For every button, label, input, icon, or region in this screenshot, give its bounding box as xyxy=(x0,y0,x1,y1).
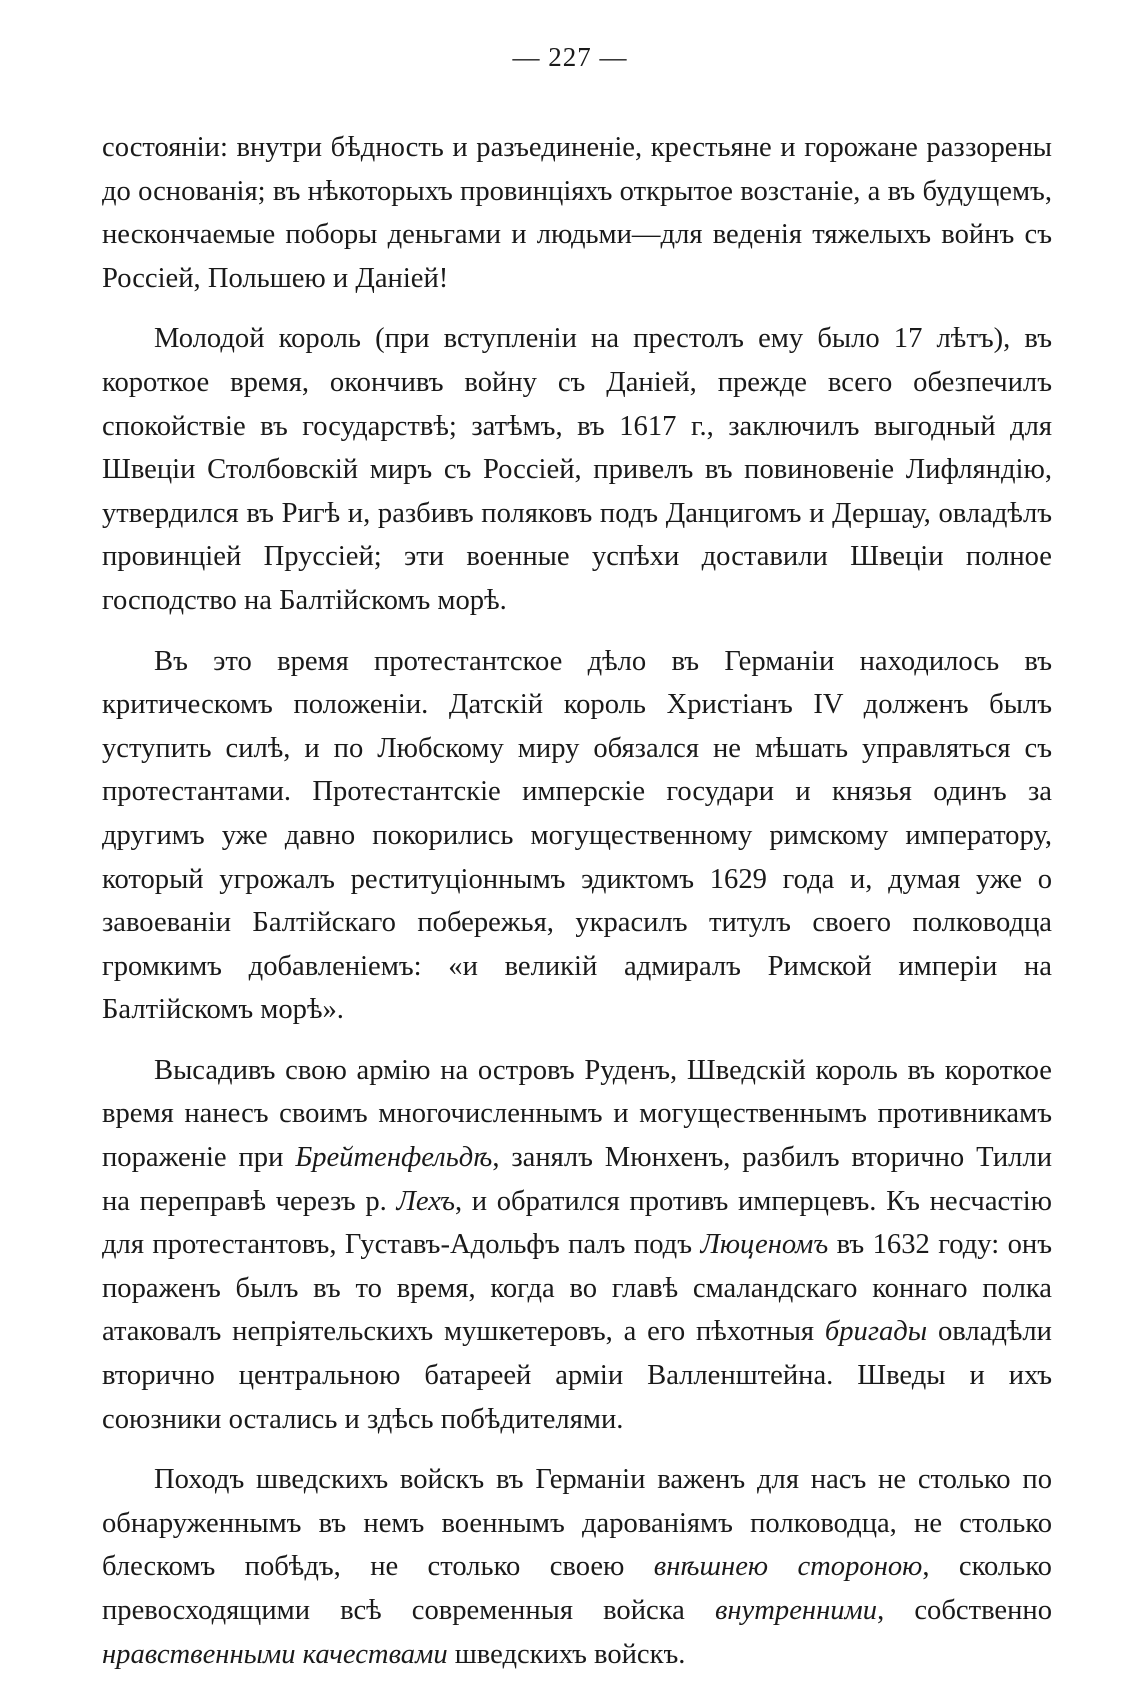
paragraph xyxy=(102,317,1052,622)
paragraph xyxy=(102,1458,1052,1676)
text-run: , сколько превосходящими всѣ современныя войска xyxy=(102,1551,1052,1626)
text-run: Высадивъ свою армiю на островъ Руденъ, Шведскiй король въ короткое время нанесъ своимъ многочисленнымъ и могущественнымъ противникамъ пораженiе при xyxy=(102,1054,1052,1174)
italic-phrase: бригады xyxy=(824,1316,928,1348)
text-run: шведскихъ войскъ. xyxy=(447,1638,686,1670)
italic-phrase: Брейтенфельдѣ xyxy=(295,1142,493,1174)
text-run: овладѣли вторично центральною батареей армiи Валленштейна. Шведы и ихъ союзники остались и здѣсь побѣдителями. xyxy=(102,1316,1052,1435)
paragraph xyxy=(102,640,1052,1032)
italic-phrase: внѣшнею стороною xyxy=(653,1551,923,1583)
paragraph xyxy=(102,1049,1052,1441)
text-run: , занялъ Мюнхенъ, разбилъ вторично Тилли на переправѣ черезъ р. xyxy=(102,1142,1052,1217)
italic-phrase: внутренними xyxy=(714,1595,878,1626)
text-run: , и обратился противъ имперцевъ. Къ несчастiю для протестантовъ, Густавъ-Адольфъ палъ подъ xyxy=(102,1185,1052,1261)
text-run: Походъ шведскихъ войскъ въ Германiи важенъ для насъ не столько по обнаруженнымъ въ немъ военнымъ дарованiямъ полководца, не столько блескомъ побѣдъ, не столько своею xyxy=(102,1464,1052,1583)
italic-phrase: Лехъ xyxy=(396,1185,455,1217)
text-run: Въ это время протестантское дѣло въ Германiи находилось въ критическомъ положенiи. Датскiй король Христiанъ IV долженъ былъ уступить силѣ, и по Любскому миру обязался не мѣшать управляться съ протестантами. Протестантскiе имперскiе государи и князья одинъ за другимъ уже давно покорились могущественному римскому императору, который угрожалъ реституцiоннымъ эдиктомъ 1629 года и, думая уже о завоеванiи Балтiйскаго побережья, украсилъ титулъ своего полководца громкимъ добавленiемъ: «и великiй адмиралъ Римской имперiи на Балтiйскомъ морѣ». xyxy=(102,645,1052,1026)
text-body xyxy=(102,126,1052,1676)
paragraph xyxy=(102,126,1052,300)
text-run: въ 1632 году: онъ пораженъ былъ въ то время, когда во главѣ смаландскаго коннаго полка атаковалъ непрiятельскихъ мушкетеровъ, а его пѣхотныя xyxy=(102,1229,1052,1348)
text-run: Молодой король (при вступленiи на престолъ ему было 17 лѣтъ), въ короткое время, окончивъ войну съ Данiей, прежде всего обезпечилъ спокойствiе въ государствѣ; затѣмъ, въ 1617 г., заключилъ выгодный для Швецiи Столбовскiй миръ съ Россiей, привелъ въ повиновенiе Лифляндiю, утвердился въ Ригѣ и, разбивъ поляковъ подъ Данцигомъ и Дершау, овладѣлъ провинцiей Пруссiей; эти военные успѣхи доставили Швецiи полное господство на Балтiйскомъ морѣ. xyxy=(102,323,1052,616)
text-run: состоянiи: внутри бѣдность и разъединенiе, крестьяне и горожане раззорены до основанiя; въ нѣкоторыхъ провинцiяхъ открытое возстанiе, а въ будущемъ, нескончаемые поборы деньгами и людьми—для веденiя тяжелыхъ войнъ съ Россiей, Польшею и Данiей! xyxy=(102,132,1052,294)
italic-phrase: Люценомъ xyxy=(700,1229,829,1261)
page-number: — 227 — xyxy=(512,42,628,72)
text-run: , собственно xyxy=(877,1595,1052,1626)
italic-phrase: нравственными качествами xyxy=(102,1638,448,1670)
